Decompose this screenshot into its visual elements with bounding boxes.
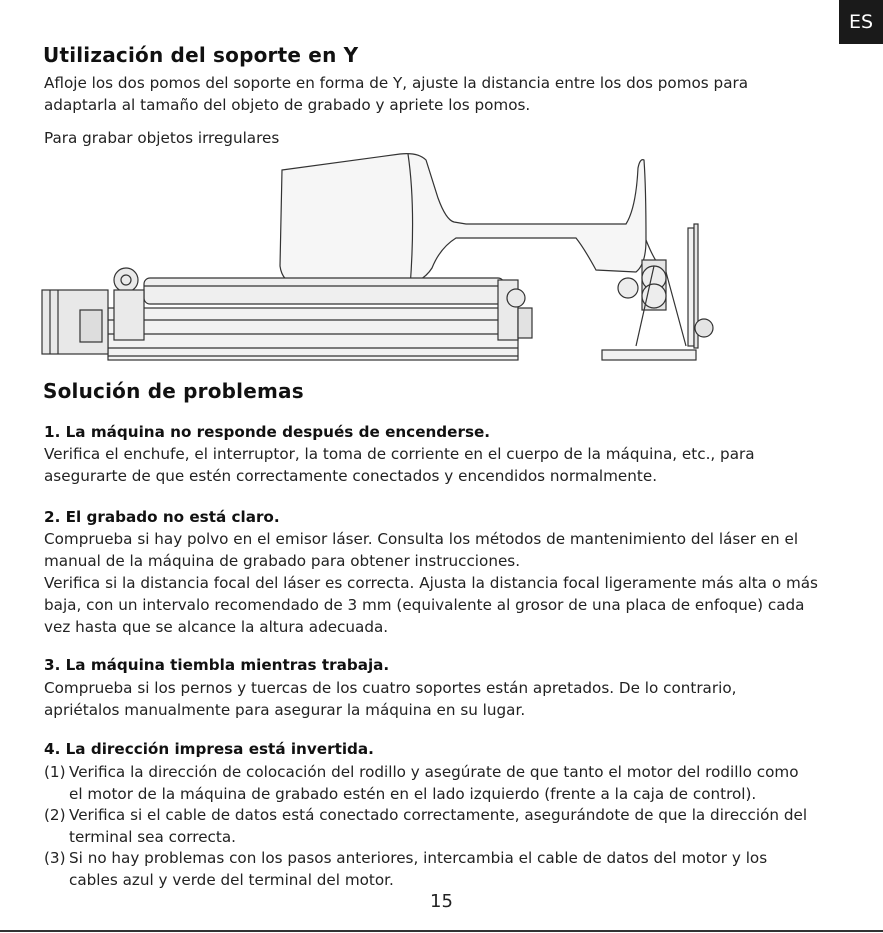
section-title-troubleshooting: Solución de problemas xyxy=(43,379,304,403)
body-line: Comprueba si los pernos y tuercas de los cuatro soportes están apretados. De lo contrario, xyxy=(44,679,737,697)
body-line: Verifica el enchufe, el interruptor, la toma de corriente en el cuerpo de la máquina, etc., para xyxy=(44,445,755,463)
issue-1-body xyxy=(44,443,755,487)
step-line: cables azul y verde del terminal del motor. xyxy=(69,870,394,889)
issue-4-heading: 4. La dirección impresa está invertida. xyxy=(44,740,374,758)
body-line: vez hasta que se alcance la altura adecuada. xyxy=(44,618,389,636)
step-item xyxy=(44,762,807,805)
left-wheel xyxy=(114,268,138,292)
issue-4-steps xyxy=(44,762,807,891)
y-support-instructions xyxy=(44,72,748,116)
body-line: Verifica si la distancia focal del láser es correcta. Ajusta la distancia focal ligeramente más alta o más xyxy=(44,574,818,592)
language-badge: ES xyxy=(839,0,883,44)
roller-wineglass-illustration xyxy=(36,148,736,370)
bottom-divider xyxy=(0,930,883,932)
step-item xyxy=(44,848,807,891)
issue-2-body xyxy=(44,528,818,638)
body-line: Comprueba si hay polvo en el emisor láser. Consulta los métodos de mantenimiento del láser en el xyxy=(44,530,799,548)
roller-bar xyxy=(144,278,504,304)
step-number: (1) xyxy=(44,763,66,781)
step-number: (2) xyxy=(44,806,66,824)
issue-3-heading: 3. La máquina tiembla mientras trabaja. xyxy=(44,656,390,674)
caption-line: Para grabar objetos irregulares xyxy=(44,129,280,147)
instruction-line: adaptarla al tamaño del objeto de grabado y apriete los pomos. xyxy=(44,96,531,114)
illustration-caption xyxy=(44,127,279,149)
issue-3-body xyxy=(44,677,736,721)
page-number: 15 xyxy=(430,891,453,912)
body-line: apriétalos manualmente para asegurar la máquina en su lugar. xyxy=(44,701,526,719)
step-item xyxy=(44,805,807,848)
step-line: Verifica si el cable de datos está conectado correctamente, asegurándote de que la dirección del xyxy=(69,806,808,824)
body-line: asegurarte de que estén correctamente conectados y encendidos normalmente. xyxy=(44,467,658,485)
step-number: (3) xyxy=(44,849,66,867)
issue-1-heading: 1. La máquina no responde después de encenderse. xyxy=(44,423,491,441)
step-line: terminal sea correcta. xyxy=(69,827,236,846)
instruction-line: Afloje los dos pomos del soporte en forma de Y, ajuste la distancia entre los dos pomos para xyxy=(44,74,749,92)
glass-bowl xyxy=(280,154,646,288)
step-line: Si no hay problemas con los pasos anteriores, intercambia el cable de datos del motor y los xyxy=(69,849,768,867)
body-line: baja, con un intervalo recomendado de 3 mm (equivalente al grosor de una placa de enfoque) cada xyxy=(44,596,805,614)
section-title-y-support: Utilización del soporte en Y xyxy=(43,43,359,67)
y-support-knob xyxy=(695,319,713,337)
issue-2-heading: 2. El grabado no está claro. xyxy=(44,508,280,526)
step-line: Verifica la dirección de colocación del rodillo y asegúrate de que tanto el motor del rodillo como xyxy=(69,763,799,781)
step-line: el motor de la máquina de grabado estén en el lado izquierdo (frente a la caja de control). xyxy=(69,784,757,803)
body-line: manual de la máquina de grabado para obtener instrucciones. xyxy=(44,552,521,570)
